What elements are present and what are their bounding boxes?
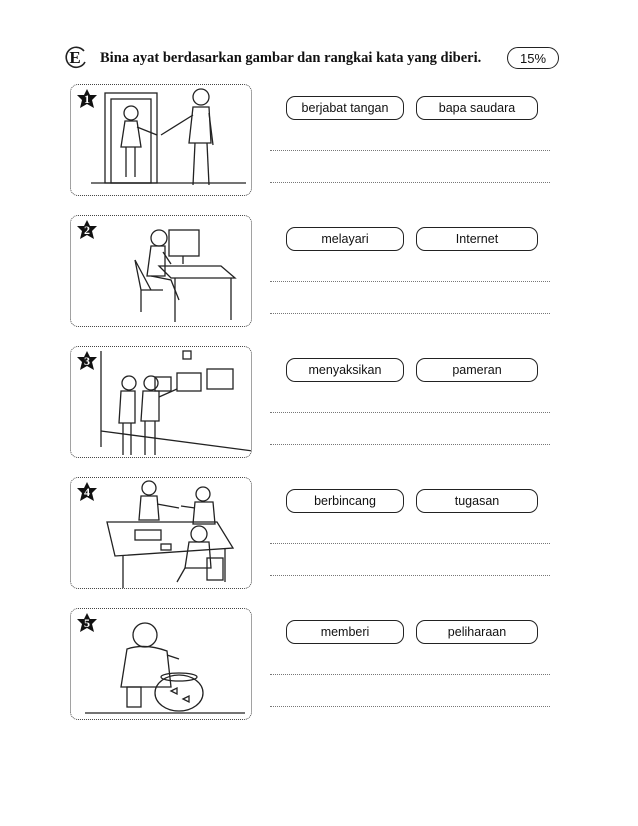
- question-number: 1: [84, 91, 90, 106]
- word-box-1: melayari: [286, 227, 404, 251]
- question-number-badge: [77, 613, 97, 633]
- question-1: [70, 84, 550, 200]
- question-number: 4: [84, 484, 90, 499]
- question-3: [70, 346, 550, 462]
- handshake-picture: [71, 85, 252, 196]
- fish-feeding-picture: [71, 609, 252, 720]
- word-box-2: peliharaan: [416, 620, 538, 644]
- question-2: [70, 215, 550, 331]
- illustration-exhibition: [70, 346, 252, 458]
- illustration-discussion: [70, 477, 252, 589]
- answer-line-2[interactable]: [270, 182, 550, 183]
- illustration-handshake: [70, 84, 252, 196]
- answer-line-2[interactable]: [270, 706, 550, 707]
- question-number: 5: [84, 615, 90, 630]
- section-badge: [62, 46, 88, 70]
- answer-line-1[interactable]: [270, 281, 550, 282]
- marks-badge: 15%: [507, 47, 559, 69]
- word-box-2: bapa saudara: [416, 96, 538, 120]
- illustration-computer: [70, 215, 252, 327]
- word-box-1: berjabat tangan: [286, 96, 404, 120]
- question-number-badge: [77, 89, 97, 109]
- answer-line-2[interactable]: [270, 313, 550, 314]
- question-4: [70, 477, 550, 593]
- computer-picture: [71, 216, 252, 327]
- section-letter: E: [69, 48, 81, 67]
- question-5: [70, 608, 550, 724]
- question-number-badge: [77, 351, 97, 371]
- answer-line-1[interactable]: [270, 412, 550, 413]
- question-number: 2: [84, 222, 90, 237]
- instruction-text: Bina ayat berdasarkan gambar dan rangkai kata yang diberi.: [100, 50, 482, 66]
- illustration-fish-feeding: [70, 608, 252, 720]
- word-box-2: tugasan: [416, 489, 538, 513]
- word-box-2: Internet: [416, 227, 538, 251]
- word-box-1: memberi: [286, 620, 404, 644]
- exercise-header: [62, 46, 562, 72]
- exhibition-picture: [71, 347, 252, 458]
- answer-line-1[interactable]: [270, 543, 550, 544]
- answer-line-1[interactable]: [270, 674, 550, 675]
- question-number: 3: [84, 353, 90, 368]
- word-box-2: pameran: [416, 358, 538, 382]
- question-number-badge: [77, 482, 97, 502]
- question-number-badge: [77, 220, 97, 240]
- answer-line-1[interactable]: [270, 150, 550, 151]
- word-box-1: menyaksikan: [286, 358, 404, 382]
- answer-line-2[interactable]: [270, 575, 550, 576]
- discussion-picture: [71, 478, 252, 589]
- answer-line-2[interactable]: [270, 444, 550, 445]
- word-box-1: berbincang: [286, 489, 404, 513]
